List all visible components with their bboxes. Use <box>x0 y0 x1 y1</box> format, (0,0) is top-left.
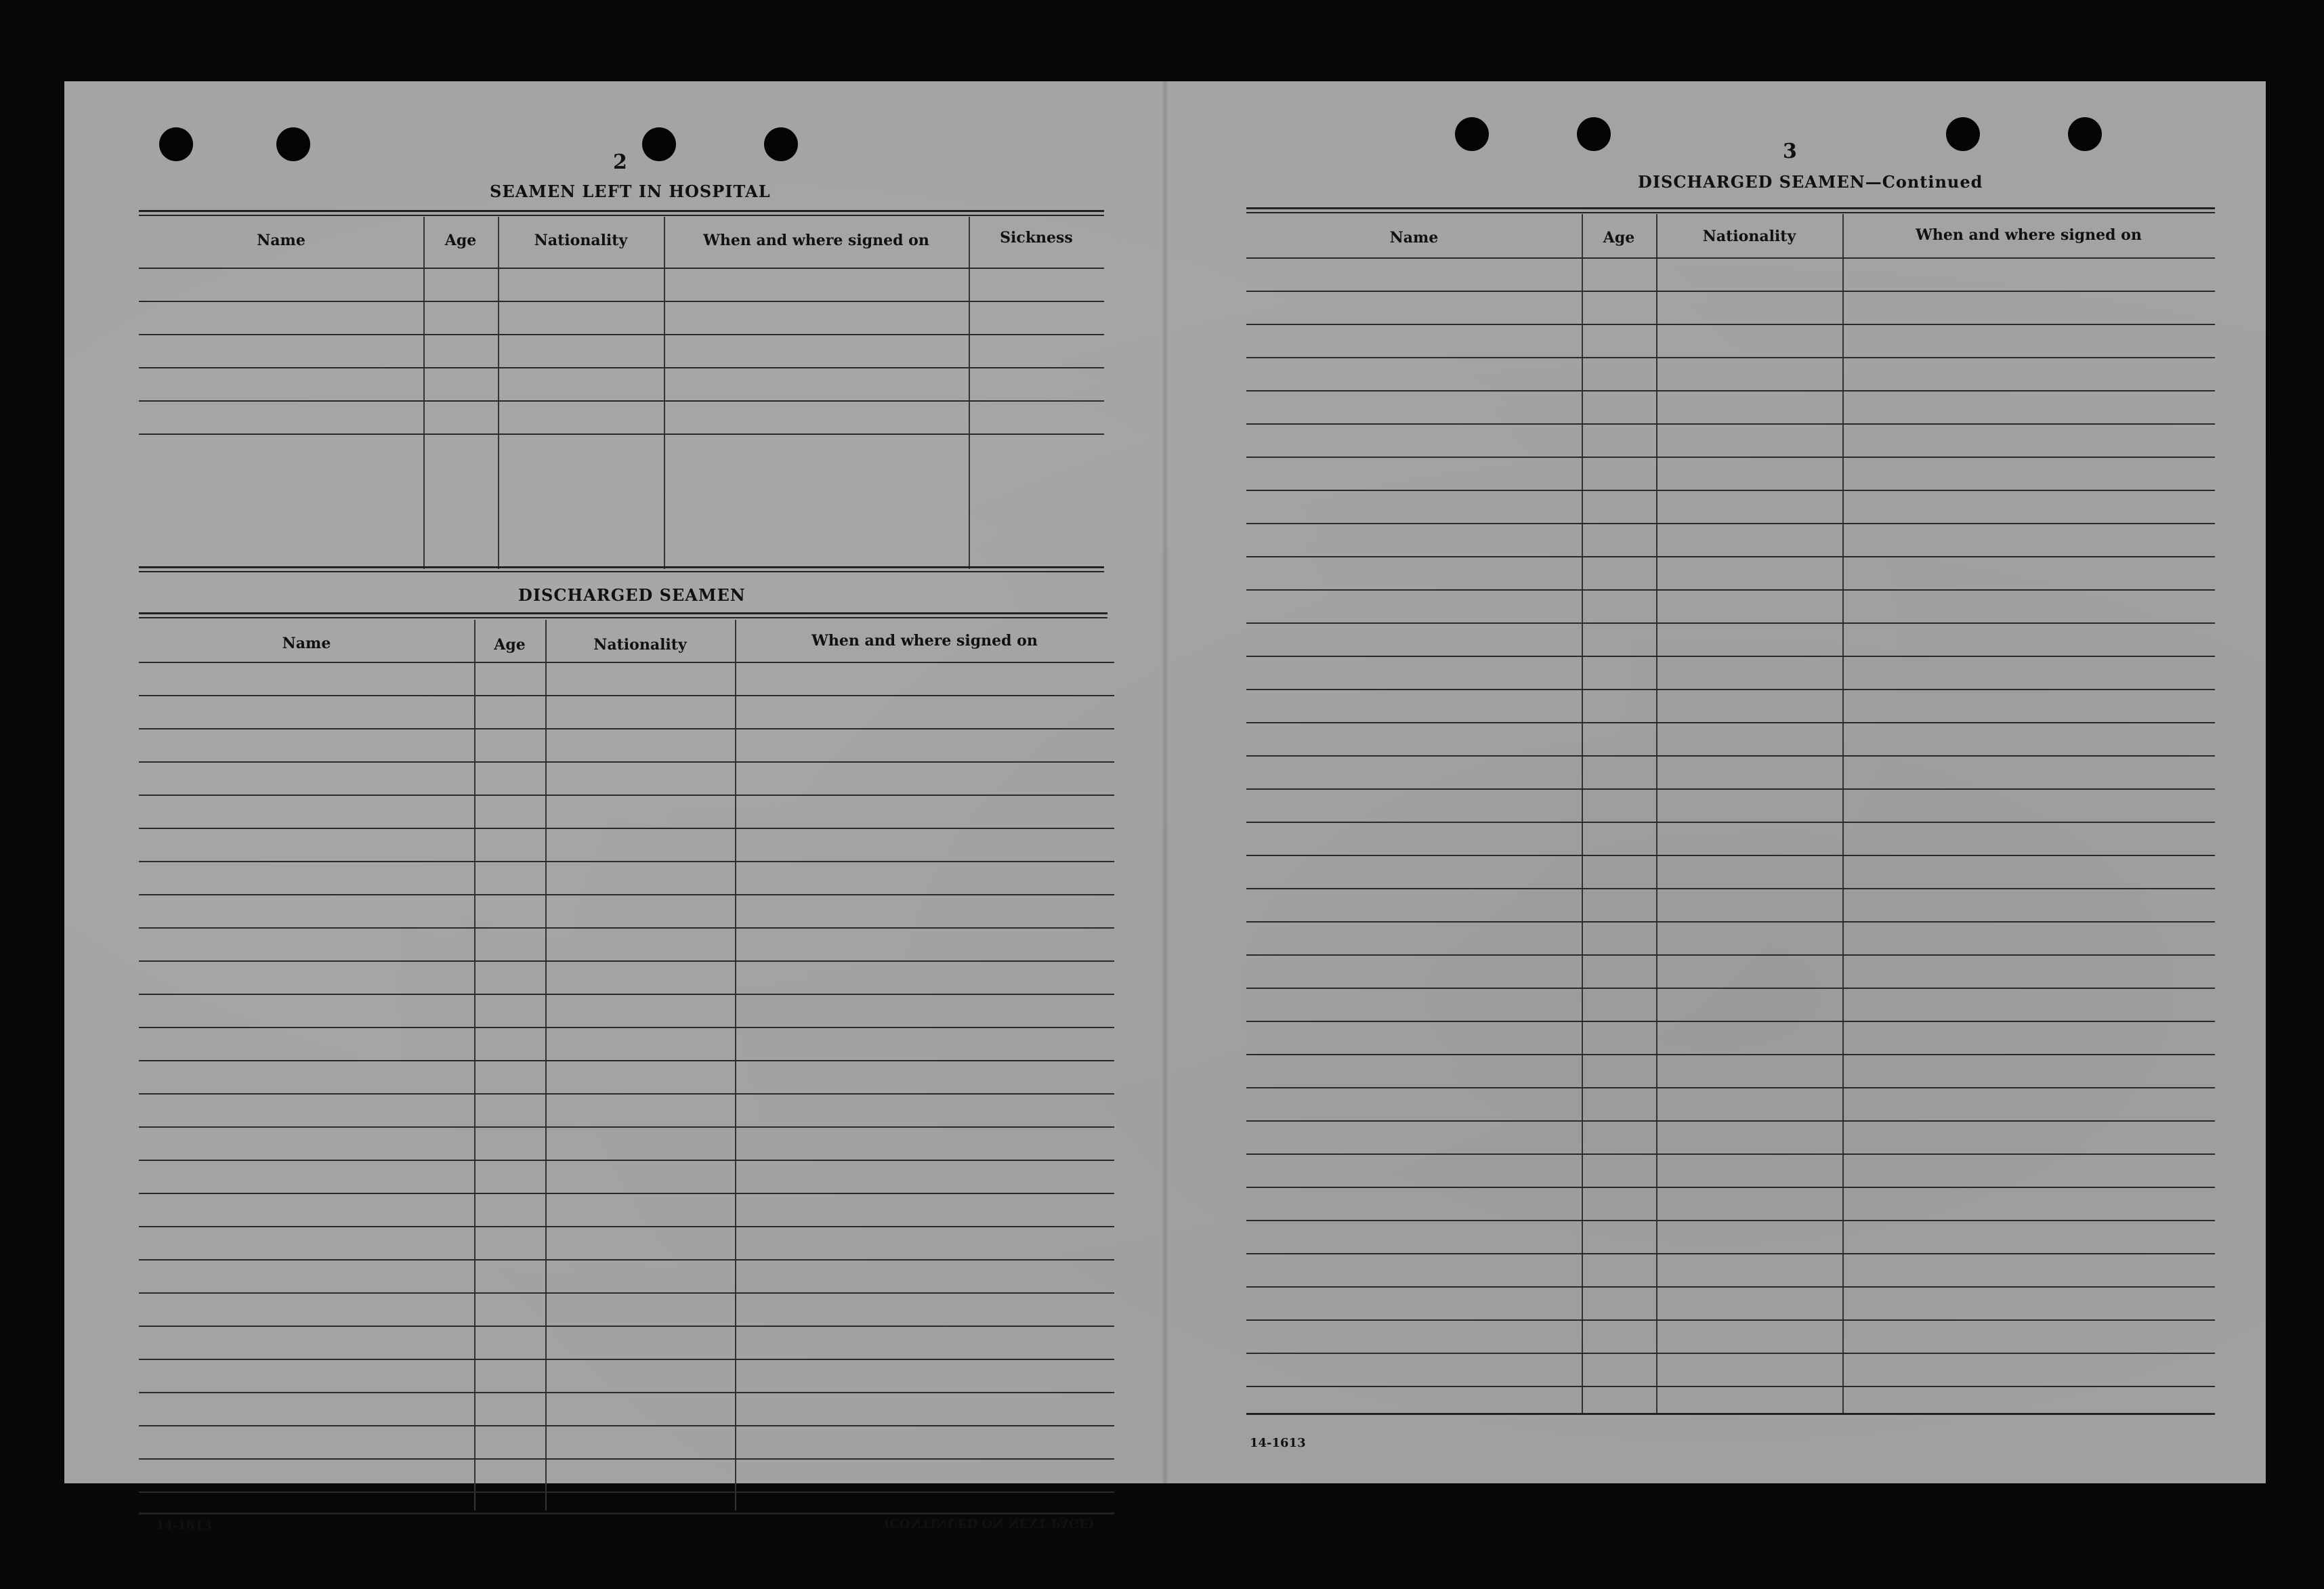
table-row-line <box>139 1126 1114 1128</box>
table-row-line <box>1246 291 2215 292</box>
column-divider <box>1656 214 1657 1413</box>
table-row-line <box>139 367 1104 368</box>
table-row-line <box>1246 390 2215 391</box>
discharged-continued-table <box>1246 214 2215 1413</box>
table-row-line <box>1246 888 2215 889</box>
title-rule <box>139 612 1107 618</box>
column-header-signed-on: When and where signed on <box>703 232 929 249</box>
column-divider <box>474 620 476 1510</box>
title-rule <box>1246 207 2215 213</box>
table-row-line <box>139 1326 1114 1327</box>
table-row-line <box>139 1458 1114 1460</box>
form-number: 14-1613 <box>1250 1436 1306 1450</box>
page-number: 2 <box>613 150 627 174</box>
table-row-line <box>139 1093 1114 1095</box>
table-row-line <box>1246 788 2215 790</box>
discharged-continued-title: DISCHARGED SEAMEN—Continued <box>1638 172 1983 192</box>
table-row-line <box>1246 954 2215 956</box>
table-row-line <box>139 433 1104 435</box>
table-row-line <box>1246 622 2215 624</box>
table-row-line <box>1246 1054 2215 1055</box>
table-row-line <box>139 1392 1114 1393</box>
table-row-line <box>1246 1386 2215 1387</box>
column-header-nationality: Nationality <box>593 636 687 654</box>
table-row-line <box>139 861 1114 862</box>
table-row-line <box>1246 855 2215 856</box>
continued-note: (CONTINUED ON NEXT PAGE) <box>884 1516 1095 1530</box>
table-row-line <box>139 268 1104 269</box>
table-row-line <box>1246 357 2215 358</box>
page-number: 3 <box>1783 140 1797 163</box>
bottom-rule <box>1246 1413 2215 1418</box>
table-row-line <box>139 400 1104 402</box>
column-header-sickness: Sickness <box>1000 229 1073 247</box>
table-row-line <box>1246 1220 2215 1221</box>
column-header-signed-on: When and where signed on <box>1916 226 2142 244</box>
table-row-line <box>1246 1120 2215 1122</box>
column-header-age: Age <box>494 636 526 654</box>
column-divider <box>545 620 547 1510</box>
column-header-age: Age <box>1603 229 1635 247</box>
table-row-line <box>1246 457 2215 458</box>
table-row-line <box>1246 490 2215 491</box>
hospital-table <box>139 217 1104 569</box>
table-row-line <box>139 1060 1114 1061</box>
table-row-line <box>1246 1286 2215 1288</box>
table-row-line <box>1246 656 2215 657</box>
table-row-line <box>139 728 1114 729</box>
column-divider <box>423 217 425 569</box>
table-row-line <box>1246 755 2215 757</box>
column-divider <box>498 217 499 569</box>
table-row-line <box>139 334 1104 335</box>
table-row-line <box>139 1259 1114 1260</box>
table-row-line <box>139 761 1114 763</box>
table-row-line <box>1246 257 2215 259</box>
column-header-name: Name <box>1389 229 1439 247</box>
table-row-line <box>1246 556 2215 557</box>
table-row-line <box>139 794 1114 796</box>
table-row-line <box>1246 722 2215 723</box>
section-rule <box>139 566 1104 572</box>
table-row-line <box>1246 589 2215 591</box>
table-row-line <box>1246 822 2215 823</box>
table-row-line <box>1246 689 2215 690</box>
table-row-line <box>1246 1253 2215 1254</box>
column-divider <box>969 217 970 569</box>
table-row-line <box>139 828 1114 829</box>
column-header-age: Age <box>444 232 477 249</box>
table-row-line <box>1246 921 2215 923</box>
table-row-line <box>1246 423 2215 425</box>
table-row-line <box>139 994 1114 995</box>
table-row-line <box>1246 1319 2215 1321</box>
column-header-nationality: Nationality <box>534 232 628 249</box>
table-row-line <box>1246 523 2215 524</box>
column-header-name: Name <box>282 635 331 652</box>
table-row-line <box>139 1491 1114 1493</box>
table-row-line <box>139 1425 1114 1426</box>
right-page <box>1165 81 2266 1483</box>
table-row-line <box>139 695 1114 696</box>
table-row-line <box>139 662 1114 663</box>
column-header-name: Name <box>257 232 305 249</box>
table-row-line <box>1246 1087 2215 1088</box>
table-row-line <box>139 960 1114 962</box>
column-header-nationality: Nationality <box>1702 228 1796 245</box>
form-number: 14-1613 <box>156 1519 212 1533</box>
column-divider <box>1842 214 1844 1413</box>
table-row-line <box>139 1292 1114 1294</box>
table-row-line <box>1246 1353 2215 1354</box>
left-page <box>64 81 1165 1533</box>
table-row-line <box>1246 1153 2215 1155</box>
table-row-line <box>139 1359 1114 1360</box>
table-row-line <box>139 927 1114 929</box>
document-sheet <box>64 81 2266 1533</box>
table-row-line <box>139 1160 1114 1161</box>
table-row-line <box>1246 1021 2215 1022</box>
table-row-line <box>1246 988 2215 989</box>
table-row-line <box>1246 324 2215 325</box>
table-row-line <box>139 1226 1114 1227</box>
table-row-line <box>139 301 1104 302</box>
column-divider <box>1582 214 1583 1413</box>
column-header-signed-on: When and where signed on <box>811 632 1038 650</box>
table-row-line <box>1246 1187 2215 1188</box>
title-rule <box>139 210 1104 216</box>
discharged-section-title: DISCHARGED SEAMEN <box>518 585 746 605</box>
table-row-line <box>139 1193 1114 1194</box>
table-row-line <box>139 1027 1114 1028</box>
hospital-section-title: SEAMEN LEFT IN HOSPITAL <box>490 182 771 201</box>
discharged-table <box>139 620 1114 1510</box>
column-divider <box>735 620 736 1510</box>
column-divider <box>664 217 665 569</box>
table-row-line <box>139 894 1114 895</box>
